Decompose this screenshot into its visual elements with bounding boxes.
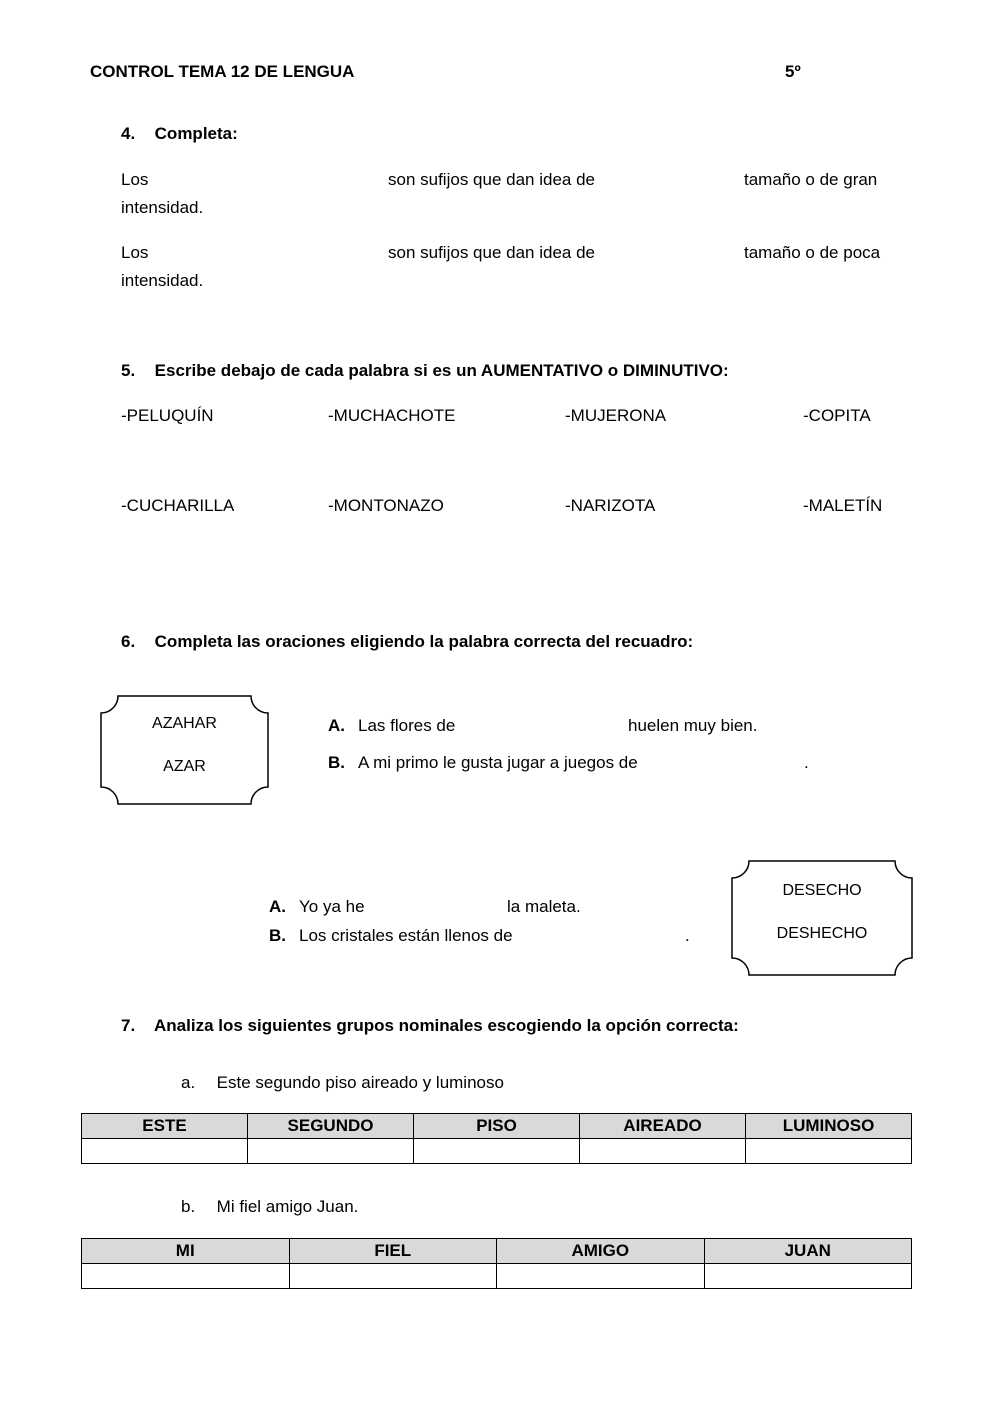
analysis-input[interactable]	[290, 1264, 497, 1288]
q4-blank-1b[interactable]	[615, 168, 739, 192]
q6-set2-a-before: Yo ya he	[299, 897, 365, 916]
table-row	[82, 1139, 912, 1164]
table-header: AMIGO	[497, 1239, 705, 1264]
q6-set1-sentence-b	[328, 753, 345, 773]
q4-line1-end: tamaño o de gran	[744, 170, 878, 189]
q7-a-text: Este segundo piso aireado y luminoso	[216, 1073, 504, 1092]
q4-heading	[121, 124, 238, 144]
q5-number: 5.	[121, 361, 136, 380]
word-option: AZAR	[163, 758, 206, 775]
analysis-input[interactable]	[82, 1139, 247, 1163]
table-cell	[704, 1264, 912, 1289]
word-box-frame	[100, 695, 269, 805]
analysis-input[interactable]	[705, 1264, 912, 1288]
q4-blank-2a[interactable]	[160, 241, 384, 265]
q5-answer-input[interactable]	[121, 440, 305, 464]
q6-set1-b-after: .	[804, 753, 809, 772]
table-header: FIEL	[289, 1239, 497, 1264]
q6-heading	[121, 632, 693, 652]
item-letter: b.	[181, 1197, 196, 1216]
q6-number: 6.	[121, 632, 136, 651]
q5-answer-input[interactable]	[328, 530, 532, 554]
table-cell	[497, 1264, 705, 1289]
table-cell	[82, 1139, 248, 1164]
q5-heading	[121, 361, 729, 381]
q4-number: 4.	[121, 124, 136, 143]
q6-set1-a-after: huelen muy bien.	[628, 716, 758, 735]
q4-line2-wrap: intensidad.	[121, 271, 204, 290]
table-cell	[746, 1139, 912, 1164]
q7-heading	[121, 1016, 739, 1036]
q7-item-a	[181, 1073, 504, 1093]
table-header: MI	[82, 1239, 290, 1264]
table-header: SEGUNDO	[248, 1114, 414, 1139]
item-letter: A.	[328, 716, 345, 735]
q4-title: Completa:	[154, 124, 238, 143]
q5-word: -MALETÍN	[803, 496, 883, 515]
q5-answer-input[interactable]	[565, 530, 769, 554]
q5-word: -COPITA	[803, 406, 871, 425]
analysis-input[interactable]	[82, 1264, 289, 1288]
table-header: JUAN	[704, 1239, 912, 1264]
q7-b-table	[81, 1238, 912, 1289]
grade-label: 5º	[785, 62, 801, 81]
page-title: CONTROL TEMA 12 DE LENGUA	[90, 62, 355, 81]
q4-blank-1a[interactable]	[160, 168, 384, 192]
q5-word: -CUCHARILLA	[121, 496, 235, 515]
table-header: AIREADO	[580, 1114, 746, 1139]
q4-line2-start: Los	[121, 243, 149, 262]
q6-set2-a-blank[interactable]	[375, 895, 504, 919]
q5-answer-input[interactable]	[121, 530, 305, 554]
q5-answer-input[interactable]	[803, 440, 957, 464]
q6-set2-b-blank[interactable]	[530, 924, 684, 948]
q6-title: Completa las oraciones eligiendo la palabra correcta del recuadro:	[154, 632, 694, 651]
q4-blank-2b[interactable]	[615, 241, 739, 265]
table-cell	[580, 1139, 746, 1164]
q5-word: -MUJERONA	[565, 406, 667, 425]
q7-number: 7.	[121, 1016, 136, 1035]
q5-answer-input[interactable]	[803, 530, 957, 554]
q6-set1-a-before: Las flores de	[358, 716, 456, 735]
word-option: AZAHAR	[152, 715, 217, 732]
q5-answer-input[interactable]	[565, 440, 769, 464]
table-header: LUMINOSO	[746, 1114, 912, 1139]
table-row	[82, 1264, 912, 1289]
q5-word: -NARIZOTA	[565, 496, 656, 515]
q7-a-table	[81, 1113, 912, 1164]
q4-line2-mid: son sufijos que dan idea de	[388, 243, 595, 262]
analysis-input[interactable]	[414, 1139, 579, 1163]
q5-word: -PELUQUÍN	[121, 406, 214, 425]
table-header-row	[82, 1239, 912, 1264]
word-box-desecho-deshecho	[731, 860, 913, 976]
q4-line1-wrap: intensidad.	[121, 198, 204, 217]
q6-set2-sentence-a	[269, 897, 286, 917]
q4-line1-start: Los	[121, 170, 149, 189]
q7-b-text: Mi fiel amigo Juan.	[216, 1197, 359, 1216]
item-letter: B.	[269, 926, 286, 945]
table-cell	[248, 1139, 414, 1164]
q5-word: -MUCHACHOTE	[328, 406, 456, 425]
q6-set1-a-blank[interactable]	[465, 714, 624, 738]
q5-word: -MONTONAZO	[328, 496, 444, 515]
analysis-input[interactable]	[497, 1264, 704, 1288]
q6-set2-b-before: Los cristales están llenos de	[299, 926, 513, 945]
table-cell	[414, 1139, 580, 1164]
q7-title: Analiza los siguientes grupos nominales escogiendo la opción correcta:	[154, 1016, 739, 1035]
word-box-azahar-azar	[100, 695, 269, 805]
analysis-input[interactable]	[746, 1139, 911, 1163]
item-letter: a.	[181, 1073, 196, 1092]
word-box-frame	[731, 860, 913, 976]
table-cell	[289, 1264, 497, 1289]
q4-line1-mid: son sufijos que dan idea de	[388, 170, 595, 189]
q6-set2-sentence-b	[269, 926, 286, 946]
analysis-input[interactable]	[580, 1139, 745, 1163]
word-option: DESECHO	[782, 882, 862, 899]
q5-title: Escribe debajo de cada palabra si es un AUMENTATIVO o DIMINUTIVO:	[154, 361, 729, 380]
table-header: ESTE	[82, 1114, 248, 1139]
table-cell	[82, 1264, 290, 1289]
table-header-row	[82, 1114, 912, 1139]
q6-set2-b-after: .	[685, 926, 690, 945]
q4-line2-end: tamaño o de poca	[744, 243, 881, 262]
analysis-input[interactable]	[248, 1139, 413, 1163]
table-header: PISO	[414, 1114, 580, 1139]
word-option: DESHECHO	[776, 925, 868, 942]
q6-set1-b-blank[interactable]	[665, 751, 804, 775]
q7-item-b	[181, 1197, 358, 1217]
q5-answer-input[interactable]	[328, 440, 532, 464]
q6-set1-sentence-a	[328, 716, 345, 736]
item-letter: A.	[269, 897, 286, 916]
q6-set1-b-before: A mi primo le gusta jugar a juegos de	[358, 753, 638, 772]
item-letter: B.	[328, 753, 345, 772]
q6-set2-a-after: la maleta.	[507, 897, 581, 916]
